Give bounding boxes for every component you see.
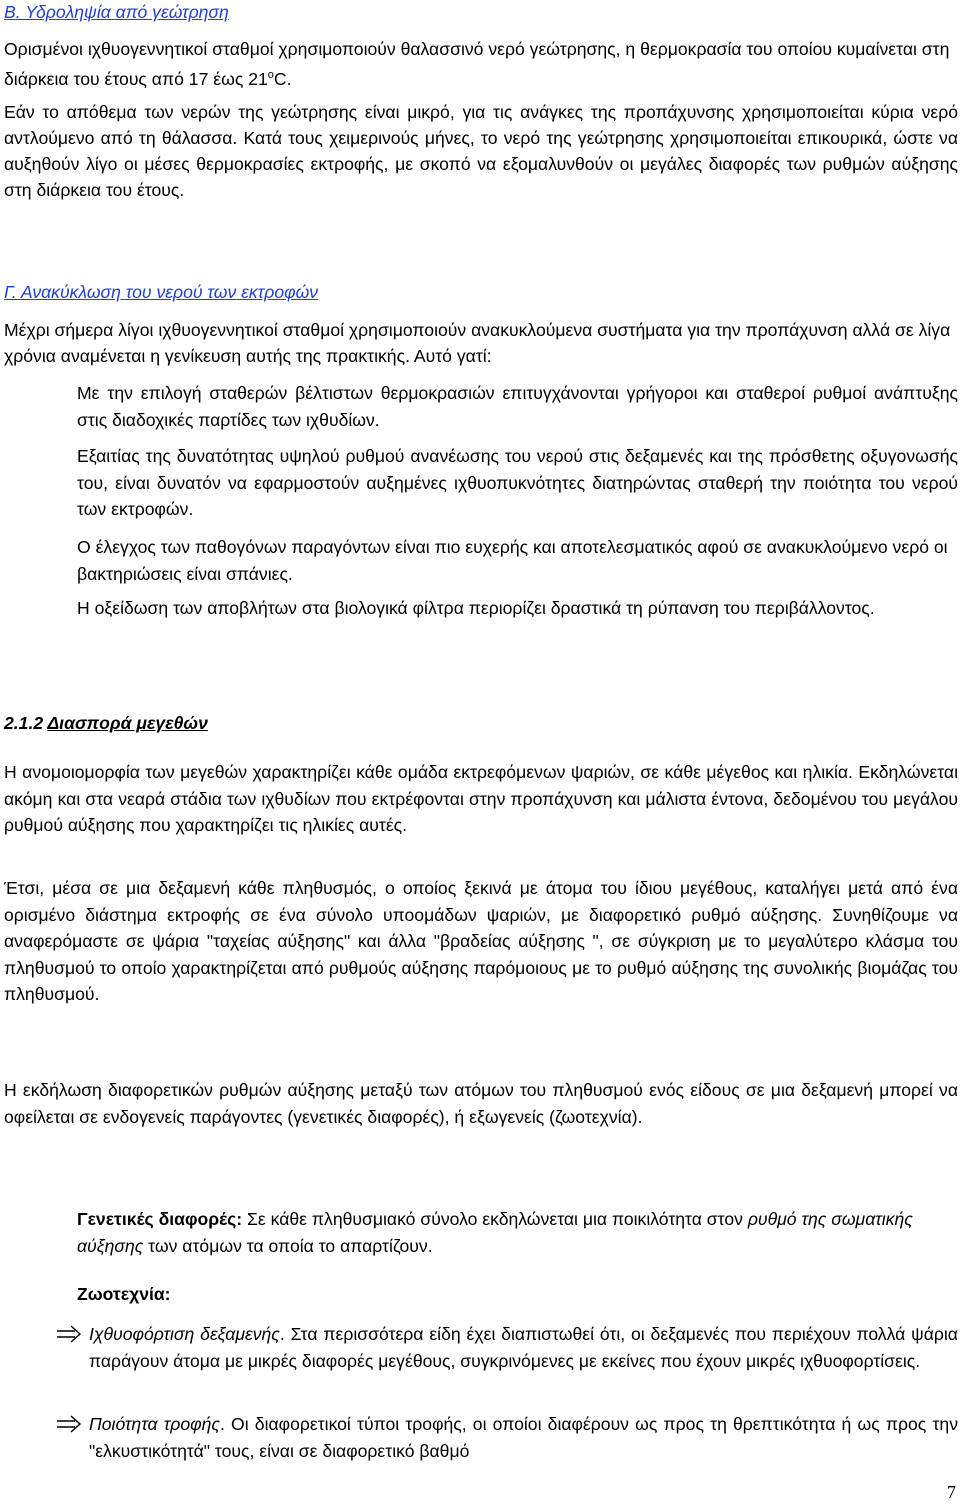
- section-b-paragraph-1: [4, 36, 958, 92]
- italic-term: Ιχθυοφόρτιση δεξαμενής: [89, 1324, 280, 1344]
- paragraph-text: των ατόμων τα οποία το απαρτίζουν.: [143, 1235, 433, 1256]
- italic-term: Ποιότητα τροφής: [89, 1414, 220, 1434]
- recirculation-point-2: Εξαιτίας της δυνατότητας υψηλού ρυθμού ανανέωσης του νερού στις δεξαμενές και της πρόσθετης οξυγονωσής του, είναι δυνατόν να εφαρμοστούν αυξημένες ιχθυοπυκνότητες διατηρώντας σταθερή την ποιότητα του νερού των εκτροφών.: [77, 446, 958, 520]
- section-b-letter[interactable]: Β: [4, 2, 16, 22]
- zootechny-label-text: Ζωοτεχνία:: [77, 1284, 171, 1304]
- double-arrow-icon: [55, 1321, 85, 1347]
- recirculation-point-1: Με την επιλογή σταθερών βέλτιστων θερμοκρασιών επιτυγχάνονται γρήγοροι και σταθεροί ρυθμοί ανάπτυξης στις διαδοχικές παρτίδες των ιχθυδίων.: [77, 383, 958, 430]
- section-212-paragraph-1: Η ανομοιομορφία των μεγεθών χαρακτηρίζει κάθε ομάδα εκτρεφόμενων ψαριών, σε κάθε μέγεθος και ηλικία. Εκδηλώνεται ακόμη και στα νεαρά στάδια των ιχθυδίων που εκτρέφονται στην προπάχυνση και μάλιστα έντονα, δεδομένου του μεγάλου ρυθμού αύξησης που χαρακτηρίζει τις ηλικίες αυτές.: [4, 762, 958, 836]
- section-g-title[interactable]: Γ. Ανακύκλωση του νερού των εκτροφών: [4, 282, 319, 302]
- section-g-heading: [4, 280, 958, 304]
- section-212-title: Διασπορά μεγεθών: [47, 713, 208, 733]
- genetic-differences-paragraph: [77, 1206, 958, 1259]
- paragraph-text: Σε κάθε πληθυσμιακό σύνολο εκδηλώνεται μια ποικιλότητα στον: [242, 1209, 748, 1229]
- section-b-title[interactable]: . Υδροληψία από γεώτρηση: [15, 2, 229, 22]
- section-212-number: 2.1.2: [4, 713, 48, 733]
- italic-term: ρυθμό της σωματικής αύξησης: [77, 1209, 913, 1256]
- page-number: 7: [947, 1482, 956, 1502]
- paragraph-text: C.: [273, 68, 292, 89]
- double-arrow-icon: [55, 1411, 85, 1437]
- section-212-paragraph-3: Η εκδήλωση διαφορετικών ρυθμών αύξησης μεταξύ των ατόμων του πληθυσμού ενός είδους σε μια δεξαμενή μπορεί να οφείλεται σε ενδογενείς παράγοντες (γενετικές διαφορές), ή εξωγενείς (ζωοτεχνία).: [4, 1080, 958, 1127]
- bullet-text: [89, 1411, 958, 1464]
- paragraph-text: Ορισμένοι ιχθυογεννητικοί σταθμοί χρησιμοποιούν θαλασσινό νερό γεώτρησης, η θερμοκρασία του οποίου κυμαίνεται στη διάρκεια του έτους από 17 έως 21: [4, 39, 950, 89]
- section-g-intro: Μέχρι σήμερα λίγοι ιχθυογεννητικοί σταθμοί χρησιμοποιούν ανακυκλούμενα συστήματα για την προπάχυνση αλλά σε λίγα χρόνια αναμένεται η γενίκευση αυτής της πρακτικής. Αυτό γατί:: [4, 320, 951, 366]
- section-b-paragraph-2: Εάν το απόθεμα των νερών της γεώτρησης είναι μικρό, για τις ανάγκες της προπάχυνσης χρησιμοποιείται κύρια νερό αντλούμενο από τη θάλασσα. Κατά τους χειμερινούς μήνες, το νερό της γεώτρησης χρησιμοποιείται επικουρικά, ώστε να αυξηθούν λίγο οι μέσες θερμοκρασίες εκτροφής, με σκοπό να εξομαλυνθούν οι μεγάλες διαφορές των ρυθμών αύξησης στη διάρκεια του έτους.: [4, 102, 958, 200]
- zootechny-label: [77, 1282, 958, 1306]
- section-212-heading: [4, 711, 958, 735]
- paragraph-text: . Οι διαφορετικοί τύποι τροφής, οι οποίοι διαφέρουν ως προς τη θρεπτικότητα ή ως προς την "ελκυστικότητά" τους, είναι σε διαφορετικό βαθμό: [89, 1414, 958, 1461]
- bullet-item-stocking-density: [55, 1321, 958, 1374]
- section-b-heading: [4, 0, 958, 24]
- paragraph-text: . Στα περισσότερα είδη έχει διαπιστωθεί ότι, οι δεξαμενές που περιέχουν πολλά ψάρια παράγουν άτομα με μικρές διαφορές μεγέθους, συγκρινόμενες με εκείνες που έχουν μικρές ιχθυοφορτίσεις.: [89, 1324, 958, 1371]
- bullet-item-feed-quality: [55, 1411, 958, 1464]
- recirculation-point-3: Ο έλεγχος των παθογόνων παραγόντων είναι πιο ευχερής και αποτελεσματικός αφού σε ανακυκλούμενο νερό οι βακτηριώσεις είναι σπάνιες.: [77, 537, 948, 584]
- bullet-text: [89, 1321, 958, 1374]
- genetic-differences-label: Γενετικές διαφορές:: [77, 1209, 243, 1229]
- recirculation-point-4: Η οξείδωση των αποβλήτων στα βιολογικά φίλτρα περιορίζει δραστικά τη ρύπανση του περιβάλλοντος.: [77, 598, 875, 618]
- section-212-paragraph-2: Έτσι, μέσα σε μια δεξαμενή κάθε πληθυσμός, ο οποίος ξεκινά με άτομα του ίδιου μεγέθους, καταλήγει μετά από ένα ορισμένο διάστημα εκτροφής σε ένα σύνολο υποομάδων ψαριών, με διαφορετικό ρυθμό αύξησης. Συνηθίζουμε να αναφερόμαστε σε ψάρια "ταχείας αύξησης" και άλλα "βραδείας αύξησης ", σε σύγκριση με το μεγαλύτερο κλάσμα του πληθυσμού το οποίο χαρακτηρίζεται από ρυθμούς αύξησης παρόμοιους με το ρυθμό αύξησης της συνολικής βιομάζας του πληθυσμού.: [4, 878, 958, 1005]
- superscript-degree: ο: [267, 69, 274, 81]
